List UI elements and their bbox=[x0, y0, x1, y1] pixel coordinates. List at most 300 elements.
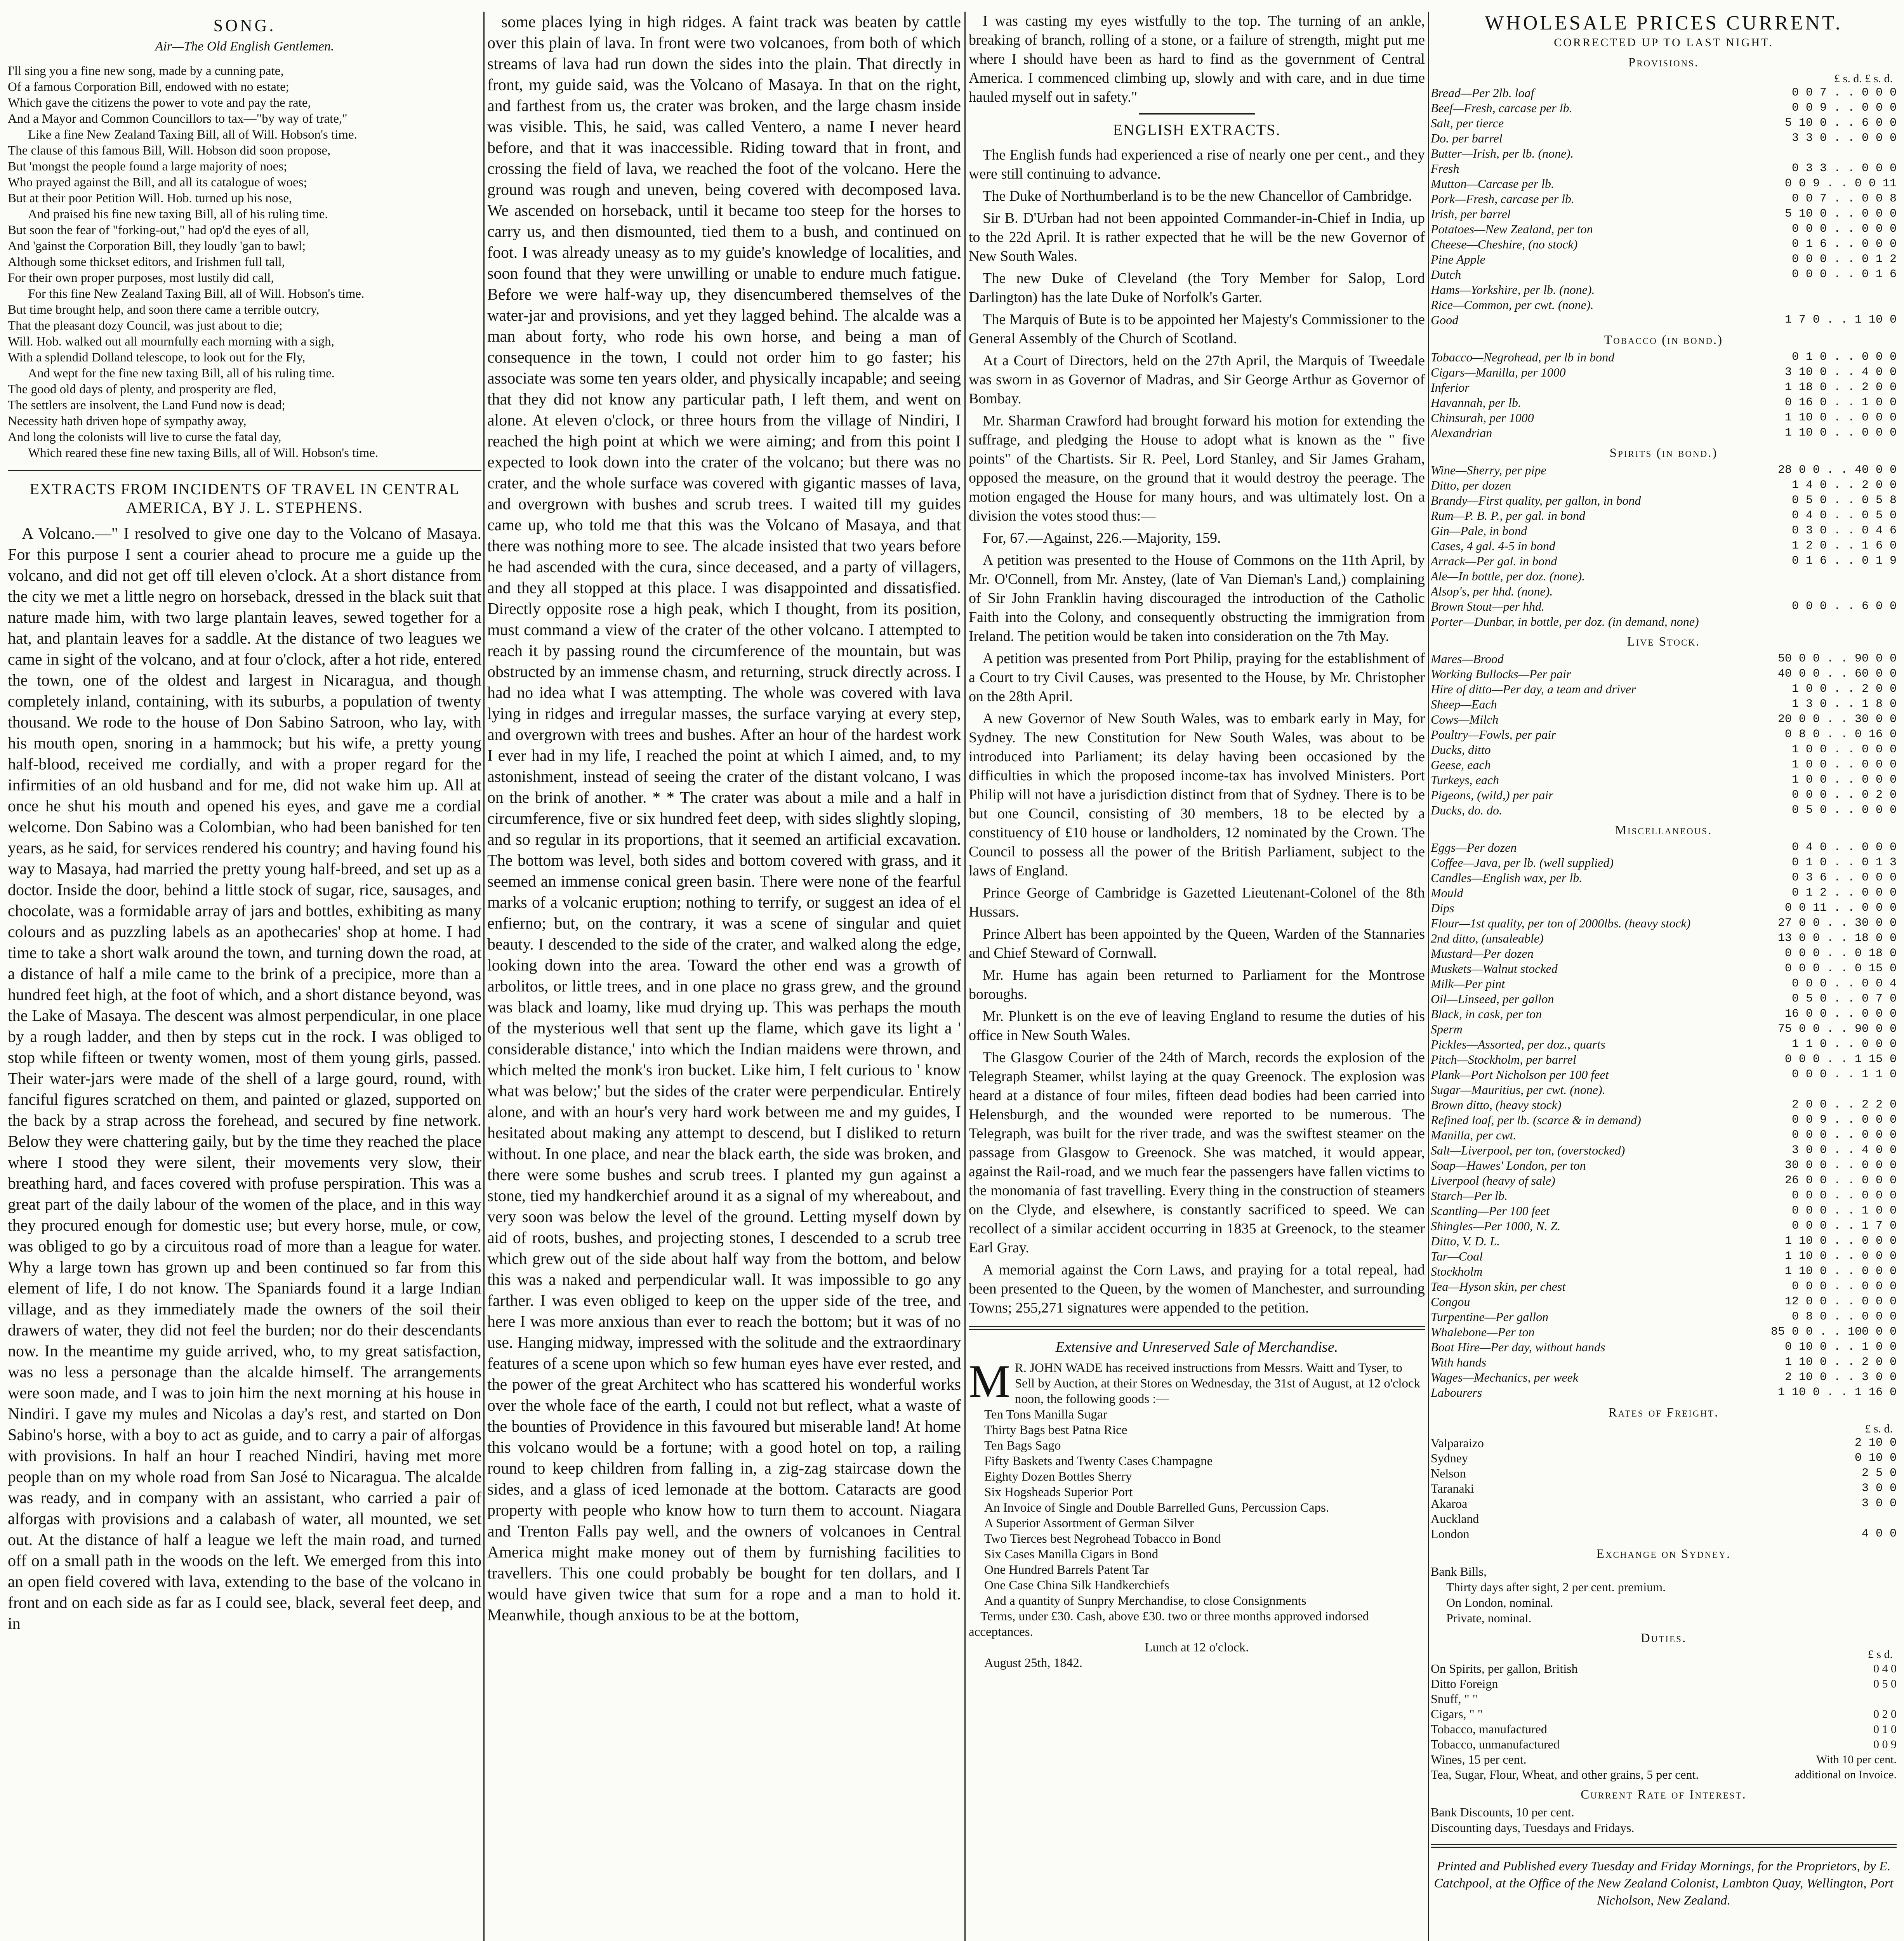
price-row bbox=[1431, 991, 1897, 1007]
duty-row bbox=[1431, 1767, 1897, 1782]
price-section-heading: Provisions. bbox=[1628, 56, 1699, 69]
paragraph: Prince Albert has been appointed by the Queen, Warden of the Stannaries and Chief Steward of Cornwall. bbox=[969, 926, 1425, 961]
price-item: Soap—Hawes' London, per ton bbox=[1431, 1158, 1586, 1172]
extracts-text-col2 bbox=[487, 12, 961, 1626]
price-item: Fresh bbox=[1431, 161, 1459, 175]
price-item: Starch—Per lb. bbox=[1431, 1189, 1508, 1203]
price-row bbox=[1431, 584, 1897, 599]
price-row bbox=[1431, 237, 1897, 252]
freight-row bbox=[1431, 1466, 1897, 1481]
price-item: Gin—Pale, in bond bbox=[1431, 524, 1527, 538]
price-value: 5 10 0 . . 0 0 0 bbox=[1784, 207, 1897, 220]
duty-item: Snuff, " " bbox=[1431, 1692, 1478, 1706]
price-row bbox=[1431, 1113, 1897, 1128]
price-value: 20 0 0 . . 30 0 0 bbox=[1777, 713, 1897, 726]
duty-value: With 10 per cent. bbox=[1816, 1753, 1897, 1766]
column-2 bbox=[487, 12, 961, 1941]
price-item: Alexandrian bbox=[1431, 426, 1492, 440]
price-item: Do. per barrel bbox=[1431, 131, 1503, 145]
song-line: Necessity hath driven hope of sympathy away, bbox=[8, 414, 247, 428]
price-item: Tar—Coal bbox=[1431, 1249, 1483, 1263]
freight-rate bbox=[1838, 1511, 1897, 1526]
freight-rate: 3 0 0 bbox=[1861, 1482, 1897, 1495]
column-rule bbox=[1428, 12, 1429, 1941]
paragraph: A petition was presented to the House of Commons on the 11th April, by Mr. O'Connell, from Mr. Anstey, (late of Van Dieman's Land,) complaining of Sir John Franklin having discouraged the introduction of the Catholic Faith into the Colony, and consequently obstructing the immigration from Ireland. The petition would be taken into consideration on the 7th May. bbox=[969, 552, 1425, 644]
price-row bbox=[1431, 1355, 1897, 1370]
song-lines bbox=[8, 63, 481, 461]
price-item: Ducks, ditto bbox=[1431, 743, 1491, 757]
song-line: But time brought help, and soon there came a terrible outcry, bbox=[8, 303, 320, 317]
price-row bbox=[1431, 651, 1897, 667]
price-item: Butter—Irish, per lb. (none). bbox=[1431, 146, 1574, 160]
price-value: 13 0 0 . . 18 0 0 bbox=[1777, 932, 1897, 945]
price-item: Liverpool (heavy of sale) bbox=[1431, 1174, 1555, 1188]
price-item: Havannah, per lb. bbox=[1431, 396, 1521, 410]
price-value: 0 8 0 . . 0 0 0 bbox=[1791, 1310, 1897, 1323]
price-row bbox=[1431, 380, 1897, 395]
paragraph: For, 67.—Against, 226.—Majority, 159. bbox=[983, 530, 1221, 546]
song-line: But soon the fear of "forking-out," had op'd the eyes of all, bbox=[8, 223, 309, 237]
duties-table bbox=[1431, 1661, 1897, 1782]
duty-row bbox=[1431, 1722, 1897, 1737]
paragraph: Mr. Sharman Crawford had brought forward his motion for extending the suffrage, and pledging the House to adopt what is known as the " five points" of the Chartists. Sir R. Peel, Lord Stanley, and Sir James Graham, opposed the measure, on the ground that it would destroy the peerage. The motion engaged the House for many hours, and was ultimately lost. On a division the votes stood thus:— bbox=[969, 413, 1425, 524]
price-item: Scantling—Per 100 feet bbox=[1431, 1204, 1550, 1218]
duty-row bbox=[1431, 1661, 1897, 1676]
price-value: 0 16 0 . . 1 0 0 bbox=[1784, 396, 1897, 409]
price-row bbox=[1431, 757, 1897, 773]
duty-item: Ditto Foreign bbox=[1431, 1677, 1498, 1691]
paragraph: The new Duke of Cleveland (the Tory Member for Salop, Lord Darlington) has the late Duke of Norfolk's Garter. bbox=[969, 270, 1425, 306]
price-item: Turpentine—Per gallon bbox=[1431, 1310, 1549, 1324]
price-value: 0 0 0 . . 0 18 0 bbox=[1784, 947, 1897, 960]
price-row bbox=[1431, 282, 1897, 297]
price-value: 2 10 0 . . 3 0 0 bbox=[1784, 1371, 1897, 1384]
price-row bbox=[1431, 1279, 1897, 1294]
freight-row bbox=[1431, 1481, 1897, 1496]
duty-row bbox=[1431, 1676, 1897, 1691]
price-row bbox=[1431, 463, 1897, 478]
price-row bbox=[1431, 1158, 1897, 1173]
price-item: Muskets—Walnut stocked bbox=[1431, 962, 1558, 976]
price-item: Milk—Per pint bbox=[1431, 977, 1505, 991]
advert-item: Six Hogsheads Superior Port bbox=[984, 1485, 1133, 1499]
song-line: For their own proper purposes, most lustily did call, bbox=[8, 271, 274, 285]
divider bbox=[8, 470, 481, 471]
price-row bbox=[1431, 697, 1897, 712]
price-item: Congou bbox=[1431, 1295, 1470, 1309]
duty-item: Tobacco, manufactured bbox=[1431, 1722, 1547, 1736]
exchange-line: Thirty days after sight, 2 per cent. premium. bbox=[1446, 1580, 1666, 1594]
price-item: Salt, per tierce bbox=[1431, 116, 1504, 130]
exchange-lines bbox=[1431, 1564, 1897, 1626]
paragraph: The Duke of Northumberland is to be the new Chancellor of Cambridge. bbox=[983, 188, 1412, 204]
price-row bbox=[1431, 1082, 1897, 1097]
freight-row bbox=[1431, 1526, 1897, 1542]
song-line: And praised his fine new taxing Bill, all of his ruling time. bbox=[28, 207, 328, 221]
price-item: Manilla, per cwt. bbox=[1431, 1128, 1517, 1142]
advert-item: And a quantity of Sunpry Merchandise, to close Consignments bbox=[984, 1594, 1306, 1608]
price-row bbox=[1431, 297, 1897, 313]
price-value: 0 4 0 . . 0 0 0 bbox=[1791, 841, 1897, 854]
freight-place: Akaroa bbox=[1431, 1497, 1468, 1510]
song-line: Which reared these fine new taxing Bills, all of Will. Hobson's time. bbox=[28, 446, 379, 460]
freight-place: London bbox=[1431, 1527, 1470, 1541]
price-value bbox=[1776, 146, 1897, 161]
advert-item: Ten Bags Sago bbox=[984, 1439, 1061, 1453]
price-value: 5 10 0 . . 6 0 0 bbox=[1784, 116, 1897, 130]
price-value: 75 0 0 . . 90 0 0 bbox=[1777, 1023, 1897, 1036]
price-value: 0 0 0 . . 0 0 0 bbox=[1791, 222, 1897, 236]
price-item: Tea—Hyson skin, per chest bbox=[1431, 1280, 1566, 1293]
duty-value: additional on Invoice. bbox=[1795, 1768, 1897, 1781]
price-item: Black, in cask, per ton bbox=[1431, 1007, 1542, 1021]
price-value: 85 0 0 . . 100 0 0 bbox=[1770, 1325, 1897, 1339]
song-line: The clause of this famous Bill, Will. Hobson did soon propose, bbox=[8, 144, 331, 158]
column-rule bbox=[483, 12, 485, 1941]
price-value: 0 0 0 . . 0 15 0 bbox=[1784, 962, 1897, 975]
price-row bbox=[1431, 1385, 1897, 1400]
price-value: 0 0 0 . . 1 15 0 bbox=[1784, 1053, 1897, 1066]
extracts-text-col1 bbox=[8, 523, 481, 1634]
price-item: Bread—Per 2lb. loaf bbox=[1431, 86, 1534, 100]
song-line: And 'gainst the Corporation Bill, they loudly 'gan to bawl; bbox=[8, 239, 306, 253]
price-item: Poultry—Fowls, per pair bbox=[1431, 727, 1556, 741]
price-value: 0 0 0 . . 1 1 0 bbox=[1791, 1068, 1897, 1081]
price-row bbox=[1431, 116, 1897, 131]
paragraph: The Marquis of Bute is to be appointed her Majesty's Commissioner to the General Assembly of the Church of Scotland. bbox=[969, 311, 1425, 347]
price-item: With hands bbox=[1431, 1355, 1487, 1369]
price-item: Flour—1st quality, per ton of 2000lbs. (heavy stock) bbox=[1431, 916, 1691, 930]
price-row bbox=[1431, 1309, 1897, 1325]
interest-heading: Current Rate of Interest. bbox=[1581, 1788, 1747, 1802]
price-row bbox=[1431, 161, 1897, 176]
price-value: 1 0 0 . . 2 0 0 bbox=[1791, 682, 1897, 696]
paragraph: Mr. Plunkett is on the eve of leaving England to resume the duties of his office in New South Wales. bbox=[969, 1008, 1425, 1043]
price-row bbox=[1431, 313, 1897, 328]
price-value: 0 0 11 . . 0 0 0 bbox=[1784, 901, 1897, 915]
price-value: 0 3 3 . . 0 0 0 bbox=[1791, 162, 1897, 175]
advert-item: Six Cases Manilla Cigars in Bond bbox=[984, 1547, 1159, 1561]
price-value: 0 0 0 . . 1 7 0 bbox=[1791, 1219, 1897, 1233]
price-item: Porter—Dunbar, in bottle, per doz. (in demand, none) bbox=[1431, 615, 1699, 628]
advert-item: Thirty Bags best Patna Rice bbox=[984, 1423, 1127, 1437]
freight-rate: 0 10 0 bbox=[1854, 1451, 1897, 1465]
price-item: Sperm bbox=[1431, 1022, 1463, 1036]
divider bbox=[1139, 113, 1255, 115]
price-item: 2nd ditto, (unsaleable) bbox=[1431, 931, 1544, 945]
divider bbox=[1431, 1844, 1897, 1848]
price-value: 3 10 0 . . 4 0 0 bbox=[1784, 366, 1897, 379]
duty-value: 0 5 0 bbox=[1873, 1677, 1897, 1690]
price-value: 1 10 0 . . 0 0 0 bbox=[1784, 1265, 1897, 1278]
duty-row bbox=[1431, 1752, 1897, 1767]
price-item: Dips bbox=[1431, 901, 1454, 915]
price-value: 0 10 0 . . 1 0 0 bbox=[1784, 1340, 1897, 1354]
freight-rate: 3 0 0 bbox=[1861, 1497, 1897, 1510]
price-item: Boat Hire—Per day, without hands bbox=[1431, 1340, 1605, 1354]
song-line: And long the colonists will live to curse the fatal day, bbox=[8, 430, 281, 444]
song-line: With a splendid Dolland telescope, to look out for the Fly, bbox=[8, 351, 306, 365]
price-value: 2 0 0 . . 2 2 0 bbox=[1791, 1098, 1897, 1111]
price-row bbox=[1431, 1067, 1897, 1082]
price-item: Oil—Linseed, per gallon bbox=[1431, 992, 1554, 1006]
price-value: 0 3 6 . . 0 0 0 bbox=[1791, 871, 1897, 884]
price-item: Working Bullocks—Per pair bbox=[1431, 667, 1571, 681]
price-row bbox=[1431, 931, 1897, 946]
price-row bbox=[1431, 1264, 1897, 1279]
price-value: 1 10 0 . . 0 0 0 bbox=[1784, 411, 1897, 424]
price-row bbox=[1431, 267, 1897, 282]
price-row bbox=[1431, 599, 1897, 614]
price-row bbox=[1431, 727, 1897, 742]
exchange-line: Private, nominal. bbox=[1446, 1611, 1532, 1625]
advert-item: Two Tierces best Negrohead Tobacco in Bond bbox=[984, 1532, 1221, 1546]
price-item: Sugar—Mauritius, per cwt. (none). bbox=[1431, 1083, 1605, 1097]
price-item: Cigars—Manilla, per 1000 bbox=[1431, 365, 1566, 379]
freight-row bbox=[1431, 1511, 1897, 1526]
price-row bbox=[1431, 1370, 1897, 1385]
song-line: Like a fine New Zealand Taxing Bill, all of Will. Hobson's time. bbox=[28, 128, 357, 142]
price-value: 0 0 0 . . 6 0 0 bbox=[1791, 600, 1897, 613]
price-row bbox=[1431, 1022, 1897, 1037]
advert-item: One Hundred Barrels Patent Tar bbox=[984, 1563, 1149, 1577]
price-sections bbox=[1431, 56, 1897, 1400]
price-row bbox=[1431, 870, 1897, 885]
price-value: 0 0 0 . . 0 0 4 bbox=[1791, 977, 1897, 990]
price-row bbox=[1431, 976, 1897, 991]
freight-place: Auckland bbox=[1431, 1512, 1479, 1526]
price-item: Pork—Fresh, carcase per lb. bbox=[1431, 192, 1574, 206]
song-line: But at their poor Petition Will. Hob. turned up his nose, bbox=[8, 191, 292, 205]
price-value: 0 5 0 . . 0 5 8 bbox=[1791, 494, 1897, 507]
paragraph: The Glasgow Courier of the 24th of March, records the explosion of the Telegraph Steamer, whilst laying at the quay Greenock. The explosion was heard at a distance of four miles, fifteen dead bodies had been carried into Helensburgh, and the wounded were reported to be numerous. The Telegraph, was built for the river trade, and was the swiftest steamer on the passage from Glasgow to Greenock. She was matched, it would appear, against the Rail-road, and we much fear the passengers have fallen victims to the monomania of fast travelling. Every thing in the construction of steamers on the Clyde, and elsewhere, is constantly sacrificed to speed. We can recollect of a similar accident occurring in 1835 at Greenock, to the steamer Earl Gray. bbox=[969, 1049, 1425, 1256]
price-section-heading: Live Stock. bbox=[1627, 635, 1701, 649]
price-row bbox=[1431, 222, 1897, 237]
price-value: 1 10 0 . . 0 0 0 bbox=[1784, 426, 1897, 439]
price-item: Wine—Sherry, per pipe bbox=[1431, 463, 1546, 477]
price-value: 0 1 0 . . 0 1 3 bbox=[1791, 856, 1897, 869]
price-row bbox=[1431, 742, 1897, 757]
price-item: Refined loaf, per lb. (scarce & in demand) bbox=[1431, 1113, 1641, 1127]
price-value: 1 18 0 . . 2 0 0 bbox=[1784, 381, 1897, 394]
prices-title: WHOLESALE PRICES CURRENT. bbox=[1485, 12, 1843, 34]
paragraph: Mr. Hume has again been returned to Parliament for the Montrose boroughs. bbox=[969, 967, 1425, 1002]
price-value: 0 0 7 . . 0 0 8 bbox=[1791, 192, 1897, 205]
freight-header: £ s. d. bbox=[1865, 1422, 1893, 1435]
price-row bbox=[1431, 1325, 1897, 1340]
price-value: 0 1 6 . . 0 1 9 bbox=[1791, 554, 1897, 568]
price-value: 1 10 0 . . 0 0 0 bbox=[1784, 1234, 1897, 1248]
price-item: Hire of ditto—Per day, a team and driver bbox=[1431, 682, 1636, 696]
song-line: But 'mongst the people found a large majority of noes; bbox=[8, 160, 287, 174]
exchange-line: Bank Bills, bbox=[1431, 1564, 1487, 1578]
price-value: 0 0 0 . . 1 0 0 bbox=[1791, 1204, 1897, 1217]
price-row bbox=[1431, 1052, 1897, 1067]
price-row bbox=[1431, 916, 1897, 931]
price-row bbox=[1431, 682, 1897, 697]
price-row bbox=[1431, 1173, 1897, 1188]
price-value: 1 7 0 . . 1 10 0 bbox=[1784, 313, 1897, 326]
price-row bbox=[1431, 788, 1897, 803]
freight-row bbox=[1431, 1496, 1897, 1511]
advert-item: One Case China Silk Handkerchiefs bbox=[984, 1578, 1169, 1592]
price-value: 0 0 7 . . 0 0 0 bbox=[1791, 86, 1897, 99]
paragraph: A Volcano.—" I resolved to give one day to the Volcano of Masaya. For this purpose I sent a courier ahead to procure me a guide up the volcano, and did not get off till eleven o'clock. At a short distance from the city we met a little negro on horseback, dressed in the black suit that nature made him, with two large plantain leaves, sewed together for a hat, and plantain leaves for a saddle. At the distance of two leagues we came in sight of the volcano, and at four o'clock, after a hot ride, entered the town, one of the oldest and largest in Nicaragua, and though completely inland, containing, with its suburbs, a population of twenty thousand. We rode to the house of Don Sabino Satroon, who lay, with his mouth open, snoring in a hammock; but his wife, a pretty young half-blood, received me cordially, and with a proper regard for the infirmities of an old husband and for me, did not wake him up. All at once he shut his mouth and opened his eyes, and gave me a cordial welcome. Don Sabino was a Colombian, who had been banished for ten years, as he said, for services rendered his country; and having found his way to Masaya, had married the pretty young half-breed, and set up as a doctor. Inside the door, behind a little stock of sugar, rice, sausages, and chocolate, was a formidable array of jars and bottles, exhibiting as many colours and as puzzling labels as an apothecaries' shop at home. I had time to take a short walk around the town, and turning down the road, at a distance of half a mile came to the brink of a precipice, more than a hundred feet high, at the foot of which, and a short distance beyond, was the Lake of Masaya. The descent was almost perpendicular, in one place by a rough ladder, and then by steps cut in the rock. I was obliged to stop while fifteen or twenty women, most of them young girls, passed. Their water-jars were made of the shell of a large gourd, round, with fanciful figures scratched on them, and painted or glazed, supported on the back by a strap across the forehead, and secured by fine network. Below they were chattering gaily, but by the time they reached the place where I stood they were silent, their movements very slow, their breathing hard, and faces covered with profuse perspiration. This was a great part of the daily labour of the women of the place, and in this way they procured enough for domestic use; but every horse, mule, or cow, was obliged to go by a circuitous road of more than a league for water. Why a large town has grown up and been continued so far from this element of life, I do not know. The Spaniards found it a large Indian village, and as they immediately made the owners of the soil their drawers of water, they did not feel the burden; nor do their descendants now. In the meantime my guide arrived, who, to my great satisfaction, was no less a personage than the alcalde himself. The arrangements were soon made, and I was to join him the next morning at his house in Nindiri. I gave my mules and Nicolas a day's rest, and started on Don Sabino's horse, with a boy to act as guide, and to carry a pair of alforgas with provisions. In half an hour I reached Nindiri, having met more people than on my whole road from San José to Nicaragua. The alcalde was ready, and in company with an assistant, who carried a pair of alforgas with provisions and a calabash of water, all mounted, we set out. At the distance of half a league we left the main road, and turned off on a small path in the woods on the left. We emerged from this into an open field covered with lava, extending to the base of the volcano in front and on each side as far as I could see, black, several feet deep, and in bbox=[8, 525, 481, 1633]
price-item: Rum—P. B. P., per gal. in bond bbox=[1431, 509, 1585, 523]
price-row bbox=[1431, 365, 1897, 380]
price-row bbox=[1431, 101, 1897, 116]
price-row bbox=[1431, 1340, 1897, 1355]
price-row bbox=[1431, 901, 1897, 916]
price-row bbox=[1431, 1037, 1897, 1052]
price-row bbox=[1431, 554, 1897, 569]
price-item: Eggs—Per dozen bbox=[1431, 840, 1517, 854]
duty-item: Wines, 15 per cent. bbox=[1431, 1752, 1527, 1766]
price-table bbox=[1431, 651, 1897, 818]
freight-table bbox=[1431, 1436, 1897, 1542]
price-value: 0 0 0 . . 0 0 0 bbox=[1791, 1189, 1897, 1202]
paragraph: A petition was presented from Port Philip, praying for the establishment of a Court to try Civil Causes, was presented to the House, by Mr. Christopher on the 28th April. bbox=[969, 650, 1425, 705]
price-item: Mustard—Per dozen bbox=[1431, 946, 1534, 960]
price-item: Potatoes—New Zealand, per ton bbox=[1431, 222, 1593, 236]
price-row bbox=[1431, 569, 1897, 584]
paragraph: At a Court of Directors, held on the 27th April, the Marquis of Tweedale was sworn in as Governor of Madras, and Sir George Arthur as Governor of Bombay. bbox=[969, 352, 1425, 407]
advert-item: A Superior Assortment of German Silver bbox=[984, 1516, 1194, 1530]
advert-title: Extensive and Unreserved Sale of Merchandise. bbox=[1055, 1339, 1338, 1355]
price-item: Arrack—Per gal. in bond bbox=[1431, 554, 1557, 568]
paragraph: Prince George of Cambridge is Gazetted Lieutenant-Colonel of the 8th Hussars. bbox=[969, 885, 1425, 920]
price-item: Wages—Mechanics, per week bbox=[1431, 1370, 1579, 1384]
price-item: Mares—Brood bbox=[1431, 652, 1504, 666]
price-section-heading: Miscellaneous. bbox=[1615, 823, 1713, 837]
imprint: Printed and Published every Tuesday and Friday Mornings, for the Proprietors, by E. Catchpool, at the Office of the New Zealand Colonist, Lambton Quay, Wellington, Port Nicholson, New Zealand. bbox=[1434, 1859, 1894, 1908]
price-value: 0 0 9 . . 0 0 0 bbox=[1791, 1113, 1897, 1127]
price-row bbox=[1431, 538, 1897, 554]
price-item: Cheese—Cheshire, (no stock) bbox=[1431, 237, 1578, 251]
price-row bbox=[1431, 855, 1897, 870]
price-value: 0 1 2 . . 0 0 0 bbox=[1791, 886, 1897, 899]
price-value: 28 0 0 . . 40 0 0 bbox=[1777, 464, 1897, 477]
price-item: Plank—Port Nicholson per 100 feet bbox=[1431, 1068, 1609, 1082]
price-row bbox=[1431, 523, 1897, 538]
song-line: That the pleasant dozy Council, was just about to die; bbox=[8, 319, 283, 333]
exchange-line: On London, nominal. bbox=[1446, 1596, 1553, 1609]
paragraph: some places lying in high ridges. A faint track was beaten by cattle over this plain of lava. In front were two volcanoes, from both of which streams of lava had run down the sides into the plain. That directly in front, my guide said, was the Volcano of Masaya. In that on the right, and farthest from us, the crater was broken, and the large chasm inside was visible. This, he said, was called Ventero, a name I never heard before, and that it was inaccessible. Riding toward that in front, and crossing the field of lava, we reached the foot of the volcano. Here the ground was rough and uneven, being covered with decomposed lava. We ascended on horseback, until it became too steep for the horses to carry us, and then dismounted, tied them to a bush, and continued on foot. I was already uneasy as to my guide's knowledge of localities, and soon found that they were unwilling or unable to endure much fatigue. Before we were half-way up, they disencumbered themselves of the water-jar and provisions, and yet they lagged behind. The alcalde was a man about forty, who rode his own horse, and being a man of consequence in the town, I could not order him to go faster; his associate was some ten years older, and physically incapable; and seeing that they did not know any particular path, I left them, and went on alone. At eleven o'clock, or three hours from the village of Nindiri, I reached the high point at which we were aiming; and from this point I expected to look down into the crater of the volcano; but there was no crater, and the whole surface was covered with gigantic masses of lava, and overgrown with bushes and scrub trees. I waited till my guides came up, who told me that this was the Volcano of Masaya, and that there was nothing more to see. The alcade insisted that two years before he had ascended with the cura, since deceased, and a party of villagers, and they all stopped at this place. I was disappointed and dissatisfied. Directly opposite rose a high peak, which I thought, from its position, must command a view of the crater of the other volcano. I attempted to reach it by passing round the circumference of the mountain, but was obstructed by an immense chasm, and returning, struck directly across. I had no idea what I was attempting. The whole was covered with lava lying in ridges and irregular masses, the surface varying at every step, and overgrown with trees and bushes. After an hour of the hardest work I ever had in my life, I reached the point at which I aimed, and, to my astonishment, instead of seeing the crater of the distant volcano, I was on the brink of another. * * The crater was about a mile and a half in circumference, five or six hundred feet deep, with sides slightly sloping, and so regular in its proportions, that it seemed an artificial excavation. The bottom was level, both sides and bottom covered with grass, and it seemed an immense conical green basin. There were none of the fearful marks of a volcanic eruption; nothing to terrify, or suggest an idea of el enfierno; but, on the contrary, it was a scene of singular and quiet beauty. I descended to the side of the crater, and walked along the edge, looking down into the area. Toward the other end was a growth of arbolitos, or little trees, and in one place no grass grew, and the ground was black and loamy, like mud drying up. This was perhaps the mouth of the mysterious well that sent up the flame, which gave its light a ' considerable distance,' into which the Indian maidens were thrown, and which melted the monk's iron bucket. Like him, I felt curious to ' know what was below;' but the sides of the crater were perpendicular. Entirely alone, and with an hour's very hard work between me and my guides, I hesitated about making any attempt to descend, but I disliked to return without. In one place, and near the black earth, the side was broken, and there were some bushes and scrub trees. I planted my gun against a stone, tied my handkerchief around it as a signal of my whereabout, and very soon was below the level of the ground. Letting myself down by aid of roots, bushes, and projecting stones, I descended to a scrub tree which grew out of the side about half way from the bottom, and below this was a naked and perpendicular wall. It was impossible to go any farther. I was even obliged to keep on the upper side of the tree, and here I was more anxious than ever to reach the bottom; but it was of no use. Hanging midway, impressed with the solitude and the extraordinary features of a scene upon which so few human eyes have ever rested, and the power of the great Architect who has scattered his wonderful works over the whole face of the earth, I could not but reflect, what a waste of the bounties of Providence in this favoured but miserable land! At home this volcano would be a fortune; with a good hotel on top, a railing round to keep children from falling in, a zig-zag staircase down the sides, and a glass of iced lemonade at the bottom. Cataracts are good property with people who know how to turn them to account. Niagara and Trenton Falls pay well, and the owners of volcanoes in Central America might make money out of them by furnishing facilities to travellers. This one could probably be bought for ten dollars, and I would have given twice that sum for a rope and a man to hold it. Meanwhile, though anxious to be at the bottom, bbox=[487, 13, 961, 1624]
price-item: Ale—In bottle, per doz. (none). bbox=[1431, 569, 1585, 583]
price-row bbox=[1431, 773, 1897, 788]
prices-subtitle: CORRECTED UP TO LAST NIGHT. bbox=[1554, 36, 1774, 49]
price-row bbox=[1431, 667, 1897, 682]
english-extracts-title: ENGLISH EXTRACTS. bbox=[1113, 121, 1281, 139]
price-item: Mould bbox=[1431, 886, 1463, 900]
price-value bbox=[1776, 584, 1897, 599]
price-value: 0 0 9 . . 0 0 0 bbox=[1791, 101, 1897, 115]
duty-row bbox=[1431, 1707, 1897, 1722]
price-value: 0 0 0 . . 0 0 0 bbox=[1791, 1128, 1897, 1142]
price-row bbox=[1431, 508, 1897, 523]
price-row bbox=[1431, 1188, 1897, 1203]
price-value: 0 3 0 . . 0 4 6 bbox=[1791, 524, 1897, 537]
price-item: Hams—Yorkshire, per lb. (none). bbox=[1431, 283, 1595, 297]
duty-row bbox=[1431, 1691, 1897, 1707]
song-line: For this fine New Zealand Taxing Bill, all of Will. Hobson's time. bbox=[28, 287, 365, 301]
freight-rate: 2 10 0 bbox=[1854, 1436, 1897, 1450]
duty-value: 0 2 0 bbox=[1873, 1708, 1897, 1721]
price-value: 1 0 0 . . 0 0 0 bbox=[1791, 758, 1897, 771]
paragraph: I was casting my eyes wistfully to the top. The turning of an ankle, breaking of branch, rolling of a stone, or a failure of strength, might put me where I should have been as hard to find as the government of Central America. I commenced climbing up, slowly and with care, and in due time hauled myself out in safety." bbox=[969, 13, 1425, 105]
paragraph: The English funds had experienced a rise of nearly one per cent., and they were still continuing to advance. bbox=[969, 147, 1425, 182]
freight-place: Taranaki bbox=[1431, 1481, 1474, 1495]
price-row bbox=[1431, 885, 1897, 901]
price-item: Sheep—Each bbox=[1431, 697, 1497, 711]
price-value: 3 0 0 . . 4 0 0 bbox=[1791, 1144, 1897, 1157]
price-value bbox=[1776, 297, 1897, 313]
freight-place: Sydney bbox=[1431, 1451, 1468, 1465]
song-line: Will. Hob. walked out all mournfully each morning with a sigh, bbox=[8, 335, 334, 349]
price-value: 0 4 0 . . 0 5 0 bbox=[1791, 509, 1897, 522]
song-line: And a Mayor and Common Councillors to tax—"by way of trate," bbox=[8, 112, 347, 126]
price-value: 27 0 0 . . 30 0 0 bbox=[1777, 917, 1897, 930]
song-line: Although some thickset editors, and Irishmen full tall, bbox=[8, 255, 285, 269]
freight-row bbox=[1431, 1451, 1897, 1466]
price-item: Tobacco—Negrohead, per lb in bond bbox=[1431, 350, 1615, 364]
price-item: Brown ditto, (heavy stock) bbox=[1431, 1098, 1562, 1112]
duty-item: Tea, Sugar, Flour, Wheat, and other grains, 5 per cent. bbox=[1431, 1767, 1699, 1781]
freight-heading: Rates of Freight. bbox=[1608, 1406, 1719, 1420]
column-rule bbox=[964, 12, 966, 1941]
paragraph: A new Governor of New South Wales, was to embark early in May, for Sydney. The new Constitution for New South Wales, was about to be introduced into Parliament; its delay having been occasioned by the difficulties in which the proposed income-tax has involved Ministers. Port Philip will not have a jurisdiction distinct from that of Sydney. There is to be but one Council, consisting of 30 members, 18 to be elected by a constituency of £10 house or landholders, 12 nominated by the Crown. The Council to possess all the power of the British Parliament, subject to the laws of England. bbox=[969, 710, 1425, 879]
price-row bbox=[1431, 1128, 1897, 1143]
price-row bbox=[1431, 1294, 1897, 1309]
price-value: 40 0 0 . . 60 0 0 bbox=[1777, 667, 1897, 681]
price-row bbox=[1431, 131, 1897, 146]
price-value: 0 0 0 . . 0 0 0 bbox=[1791, 1280, 1897, 1293]
price-item: Ducks, do. do. bbox=[1431, 803, 1502, 817]
price-row bbox=[1431, 961, 1897, 976]
price-value: 26 0 0 . . 0 0 0 bbox=[1784, 1174, 1897, 1187]
price-item: Labourers bbox=[1431, 1385, 1482, 1399]
price-table bbox=[1431, 840, 1897, 1400]
price-value: 30 0 0 . . 0 0 0 bbox=[1784, 1159, 1897, 1172]
extracts-text-col3 bbox=[969, 12, 1425, 107]
price-value: 1 0 0 . . 0 0 0 bbox=[1791, 773, 1897, 786]
duty-item: On Spirits, per gallon, British bbox=[1431, 1661, 1578, 1675]
price-row bbox=[1431, 493, 1897, 508]
price-row bbox=[1431, 840, 1897, 855]
price-item: Ditto, per dozen bbox=[1431, 478, 1511, 492]
advert-item: Ten Tons Manilla Sugar bbox=[984, 1408, 1107, 1422]
price-value bbox=[1776, 614, 1897, 629]
price-row bbox=[1431, 395, 1897, 410]
price-value: 0 0 9 . . 0 0 11 bbox=[1784, 177, 1897, 190]
price-item: Rice—Common, per cwt. (none). bbox=[1431, 298, 1594, 312]
price-row bbox=[1431, 350, 1897, 365]
price-row bbox=[1431, 712, 1897, 727]
duty-item: Tobacco, unmanufactured bbox=[1431, 1737, 1560, 1751]
price-value: 1 10 0 . . 1 16 0 bbox=[1777, 1386, 1897, 1399]
song-line: The settlers are insolvent, the Land Fund now is dead; bbox=[8, 398, 285, 412]
price-row bbox=[1431, 252, 1897, 267]
price-item: Alsop's, per hhd. (none). bbox=[1431, 584, 1553, 598]
paragraph: A memorial against the Corn Laws, and praying for a total repeal, had been presented to the Queen, by the women of Manchester, and surrounding Towns; 255,271 signatures were appended to the petition. bbox=[969, 1262, 1425, 1316]
song-line: The good old days of plenty, and prosperity are fled, bbox=[8, 382, 276, 396]
song-line: Of a famous Corporation Bill, endowed with no estate; bbox=[8, 80, 289, 94]
duty-item: Cigars, " " bbox=[1431, 1707, 1483, 1721]
price-item: Salt—Liverpool, per ton, (overstocked) bbox=[1431, 1143, 1625, 1157]
price-row bbox=[1431, 410, 1897, 425]
price-row bbox=[1431, 207, 1897, 222]
price-value: 12 0 0 . . 0 0 0 bbox=[1784, 1295, 1897, 1308]
